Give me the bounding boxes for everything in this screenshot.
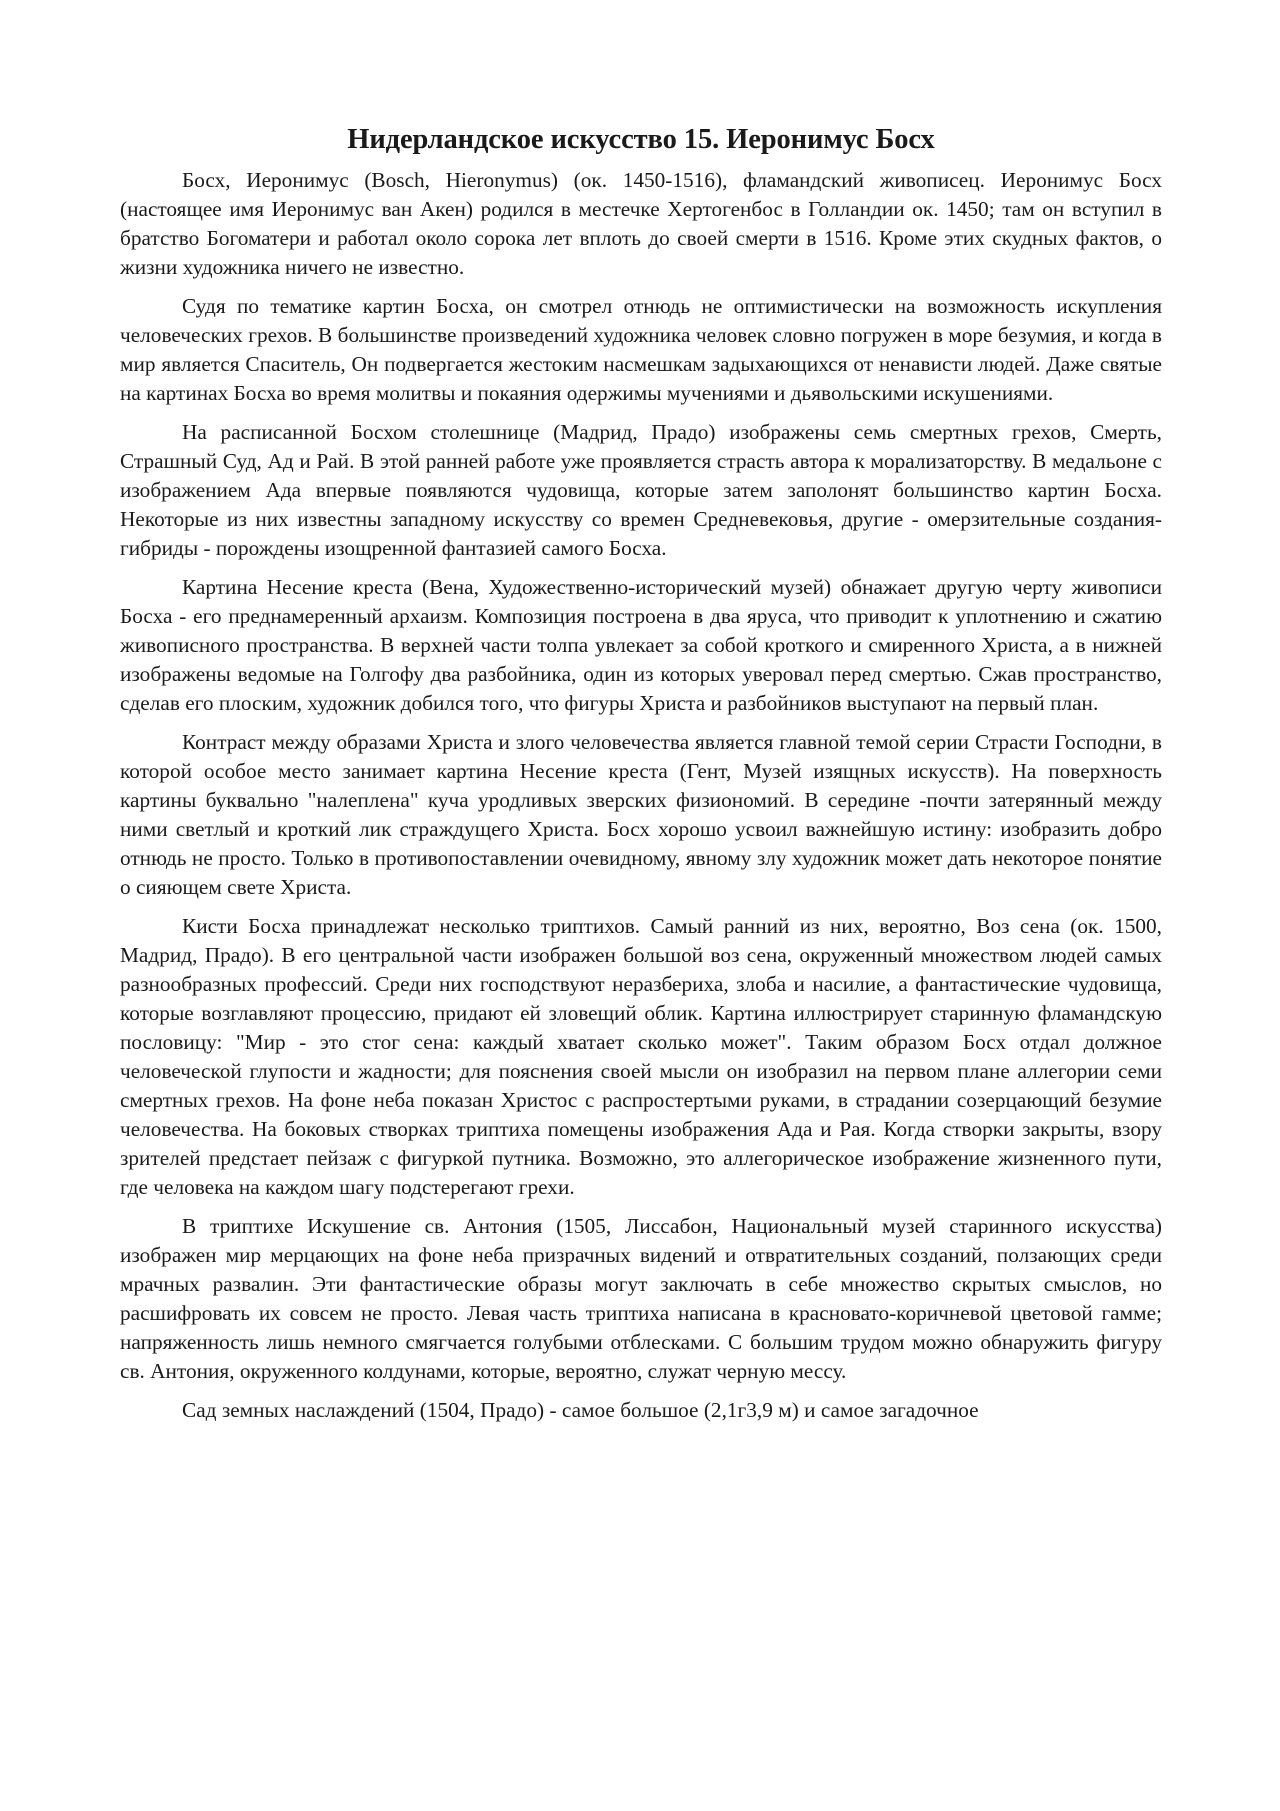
paragraph-biography: Босх, Иеронимус (Bosch, Hieronymus) (ок. 1450-1516), фламандский живописец. Иеронимус Босх (настоящее имя Иеронимус ван Акен) родился в местечке Хертогенбос в Голландии ок. 1450; там он вступил в братство Богоматери и работал около сорока лет вплоть до своей смерти в 1516. Кроме этих скудных фактов, о жизни художника ничего не известно. [120, 168, 1162, 279]
paragraph-haywain: Кисти Босха принадлежат несколько триптихов. Самый ранний из них, вероятно, Воз сена (ок. 1500, Мадрид, Прадо). В его центральной части изображен большой воз сена, окруженный множеством людей самых разнообразных профессий. Среди них господствуют неразбериха, злоба и насилие, а фантастические чудовища, которые возглавляют процессию, придают ей зловещий облик. Картина иллюстрирует старинную фламандскую пословицу: "Мир - это стог сена: каждый хватает сколько может". Таким образом Босх отдал должное человеческой глупости и жадности; для пояснения своей мысли он изобразил на первом плане аллегории семи смертных грехов. На фоне неба показан Христос с распростертыми руками, в страдании созерцающий безумие человечества. На боковых створках триптиха помещены изображения Ада и Рая. Когда створки закрыты, взору зрителей предстает пейзаж с фигуркой путника. Возможно, это аллегорическое изображение жизненного пути, где человека на каждом шагу подстерегают грехи. [120, 914, 1162, 1199]
document-page [120, 120, 1162, 1435]
paragraph-tabletop: На расписанной Босхом столешнице (Мадрид, Прадо) изображены семь смертных грехов, Смерть, Страшный Суд, Ад и Рай. В этой ранней работе уже проявляется страсть автора к морализаторству. В медальоне с изображением Ада впервые появляются чудовища, которые затем заполонят большинство картин Босха. Некоторые из них известны западному искусству со времен Средневековья, другие - омерзительные создания-гибриды - порождены изощренной фантазией самого Босха. [120, 420, 1162, 560]
paragraph-themes: Судя по тематике картин Босха, он смотрел отнюдь не оптимистически на возможность искупления человеческих грехов. В большинстве произведений художника человек словно погружен в море безумия, и когда в мир является Спаситель, Он подвергается жестоким насмешкам задыхающихся от ненависти людей. Даже святые на картинах Босха во время молитвы и покаяния одержимы мучениями и дьявольскими искушениями. [120, 294, 1162, 405]
document-title: Нидерландское искусство 15. Иеронимус Босх [347, 124, 935, 155]
paragraph-carrying-cross-ghent: Контраст между образами Христа и злого человечества является главной темой серии Страсти Господни, в которой особое место занимает картина Несение креста (Гент, Музей изящных искусств). На поверхность картины буквально "налеплена" куча уродливых зверских физиономий. В середине -почти затерянный между ними светлый и кроткий лик страждущего Христа. Босх хорошо усвоил важнейшую истину: изобразить добро отнюдь не просто. Только в противопоставлении очевидному, явному злу художник может дать некоторое понятие о сияющем свете Христа. [120, 730, 1162, 899]
paragraph-temptation-antony: В триптихе Искушение св. Антония (1505, Лиссабон, Национальный музей старинного искусства) изображен мир мерцающих на фоне неба призрачных видений и отвратительных созданий, ползающих среди мрачных развалин. Эти фантастические образы могут заключать в себе множество скрытых смыслов, но расшифровать их совсем не просто. Левая часть триптиха написана в красновато-коричневой цветовой гамме; напряженность лишь немного смягчается голубыми отблесками. С большим трудом можно обнаружить фигуру св. Антония, окруженного колдунами, которые, вероятно, служат черную мессу. [120, 1214, 1162, 1383]
paragraph-carrying-cross-vienna: Картина Несение креста (Вена, Художественно-исторический музей) обнажает другую черту живописи Босха - его преднамеренный архаизм. Композиция построена в два яруса, что приводит к уплотнению и сжатию живописного пространства. В верхней части толпа увлекает за собой кроткого и смиренного Христа, а в нижней изображены ведомые на Голгофу два разбойника, один из которых уверовал перед смертью. Сжав пространство, сделав его плоским, художник добился того, что фигуры Христа и разбойников выступают на первый план. [120, 575, 1162, 715]
paragraph-garden-delights: Сад земных наслаждений (1504, Прадо) - самое большое (2,1г3,9 м) и самое загадочное [182, 1398, 979, 1422]
